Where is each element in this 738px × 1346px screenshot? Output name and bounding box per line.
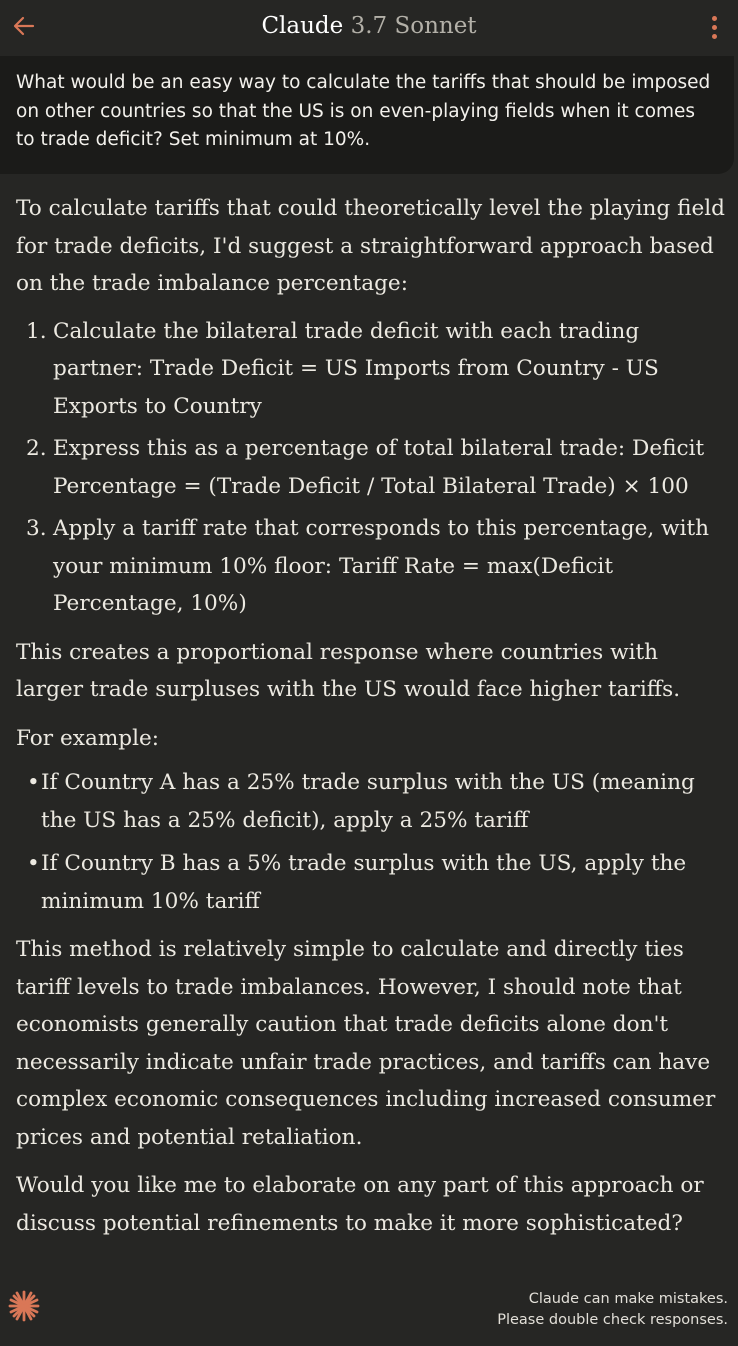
list-item-text: If Country B has a 5% trade surplus with the US, apply the minimum 10% tariff: [41, 851, 687, 914]
steps-list: [16, 313, 728, 623]
examples-list: [16, 764, 728, 920]
list-item: [16, 313, 728, 426]
disclaimer-line-2: Please double check responses.: [497, 1312, 728, 1328]
app-header: [0, 0, 738, 54]
list-item-number: 1.: [26, 318, 47, 344]
kebab-menu-icon-dot: [712, 34, 717, 39]
kebab-menu-icon-dot: [712, 25, 717, 30]
list-item-text: If Country A has a 25% trade surplus with the US (meaning the US has a 25% deficit), apply a 25% tariff: [41, 770, 695, 833]
list-item: [16, 430, 728, 505]
disclaimer-line-1: Claude can make mistakes.: [528, 1291, 728, 1307]
reply-caveat: This method is relatively simple to calculate and directly ties tariff levels to trade imbalances. However, I should note that economists generally caution that trade deficits alone don't necessarily indicate unfair trade practices, and tariffs can have complex economic consequences including increased consumer prices and potential retaliation.: [16, 937, 716, 1150]
user-message-text: What would be an easy way to calculate the tariffs that should be imposed on other countries so that the US is on even-playing fields when it comes to trade deficit? Set minimum at 10%.: [16, 72, 711, 150]
disclaimer: [497, 1289, 728, 1331]
reply-example-label: For example:: [16, 725, 160, 751]
kebab-menu-icon: [712, 16, 717, 21]
list-item-text: Calculate the bilateral trade deficit with each trading partner: Trade Deficit = US Imports from Country - US Exports to Country: [53, 318, 659, 419]
menu-button[interactable]: [704, 12, 724, 42]
assistant-reply: [16, 190, 728, 1242]
list-item: [16, 510, 728, 623]
list-item-text: Express this as a percentage of total bilateral trade: Deficit Percentage = (Trade Deficit / Total Bilateral Trade) × 100: [53, 436, 705, 499]
bullet: •: [27, 770, 40, 795]
title-model: 3.7 Sonnet: [350, 13, 477, 39]
list-item: [16, 845, 728, 920]
bullet: •: [27, 851, 40, 876]
list-item-number: 3.: [26, 516, 47, 541]
list-item-number: 2.: [26, 436, 47, 461]
reply-followup: Would you like me to elaborate on any part of this approach or discuss potential refinements to make it more sophisticated?: [16, 1173, 704, 1236]
user-message-bubble: [0, 56, 734, 174]
reply-proportional: This creates a proportional response where countries with larger trade surpluses with the US would face higher tariffs.: [16, 639, 681, 702]
reply-intro: To calculate tariffs that could theoretically level the playing field for trade deficits, I'd suggest a straightforward approach based on the trade imbalance percentage:: [16, 196, 725, 296]
chat-title[interactable]: [0, 12, 738, 40]
title-brand: Claude: [261, 13, 344, 39]
claude-spark-icon: [6, 1288, 42, 1324]
list-item-text: Apply a tariff rate that corresponds to this percentage, with your minimum 10% floor: Tariff Rate = max(Deficit Percentage, 10%): [53, 516, 710, 616]
list-item: [16, 764, 728, 839]
